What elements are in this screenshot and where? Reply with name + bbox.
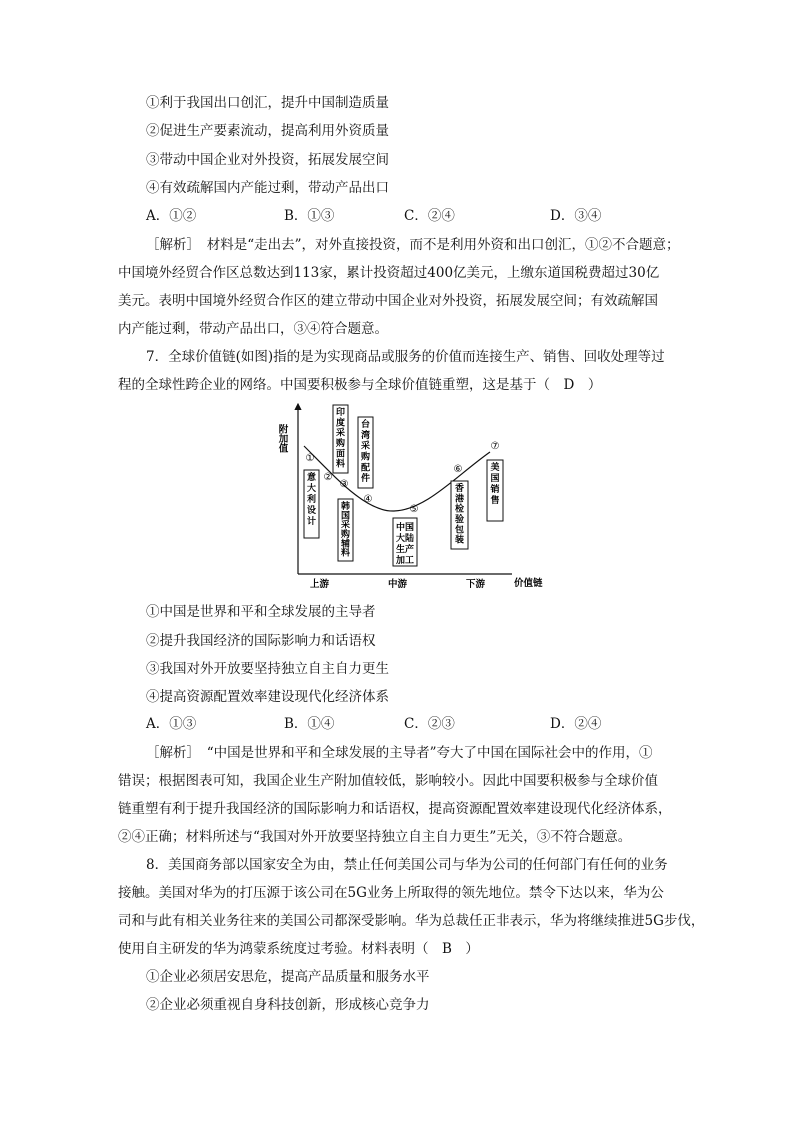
q6-item-1: ①利于我国出口创汇，提升中国制造质量 bbox=[146, 95, 389, 111]
q6-item-2: ②促进生产要素流动，提高利用外资质量 bbox=[146, 123, 389, 139]
point-marker-6: ⑥ bbox=[453, 464, 463, 475]
q7-stem-1: 7．全球价值链(如图)指的是为实现商品或服务的价值而连接生产、销售、回收处理等过 bbox=[146, 349, 665, 365]
point-marker-2: ② bbox=[323, 472, 333, 483]
x-tick-midstream: 中游 bbox=[388, 579, 408, 590]
q6-option-d: D．③④ bbox=[550, 208, 602, 224]
q6-option-c: C．②④ bbox=[404, 208, 455, 224]
q6-option-b: B．①③ bbox=[284, 208, 335, 224]
q7-item-4: ④提高资源配置效率建设现代化经济体系 bbox=[146, 689, 389, 705]
q7-analysis-4: ②④正确；材料所述与“我国对外开放要坚持独立自主自力更生”无关，③不符合题意。 bbox=[118, 829, 632, 845]
q7-option-c: C．②③ bbox=[404, 716, 455, 732]
x-axis-label: 价值链 bbox=[514, 578, 543, 589]
q6-analysis-4: 内产能过剩，带动产品出口，③④符合题意。 bbox=[118, 321, 388, 337]
x-tick-upstream: 上游 bbox=[310, 579, 330, 590]
q7-option-d: D．②④ bbox=[550, 716, 602, 732]
q6-item-3: ③带动中国企业对外投资，拓展发展空间 bbox=[146, 152, 389, 168]
q6-item-4: ④有效疏解国内产能过剩，带动产品出口 bbox=[146, 180, 389, 196]
q7-item-1: ①中国是世界和平和全球发展的主导者 bbox=[146, 604, 376, 620]
y-axis-label: 附加值 bbox=[276, 424, 288, 453]
point-label-1: 意大利设计 bbox=[306, 473, 317, 527]
point-marker-5: ⑤ bbox=[409, 504, 419, 515]
q8-stem-4: 使用自主研发的华为鸿蒙系统度过考验。材料表明（ B ） bbox=[118, 941, 479, 957]
point-marker-7: ⑦ bbox=[490, 441, 500, 452]
q8-stem-3: 司和与此有相关业务往来的美国公司都深受影响。华为总裁任正非表示，华为将继续推进5G步伐， bbox=[118, 913, 705, 929]
x-tick-downstream: 下游 bbox=[466, 579, 486, 590]
q6-analysis-3: 美元。表明中国境外经贸合作区的建立带动中国企业对外投资，拓展发展空间；有效疏解国 bbox=[118, 293, 658, 309]
chart-points bbox=[304, 405, 503, 566]
q6-analysis-1: ［解析］ 材料是“走出去”，对外直接投资，而不是利用外资和出口创汇，①②不合题意； bbox=[146, 237, 680, 253]
q7-option-a: A．①③ bbox=[146, 716, 197, 732]
point-marker-4: ④ bbox=[363, 494, 373, 505]
q7-analysis-2: 错误；根据图表可知，我国企业生产附加值较低，影响较小。因此中国要积极参与全球价值 bbox=[118, 773, 658, 789]
q7-analysis-3: 链重塑有利于提升我国经济的国际影响力和话语权，提高资源配置效率建设现代化经济体系， bbox=[118, 801, 672, 817]
q7-item-2: ②提升我国经济的国际影响力和话语权 bbox=[146, 633, 376, 649]
point-label-7: 美国销售 bbox=[490, 463, 500, 506]
q7-option-b: B．①④ bbox=[284, 716, 335, 732]
q7-item-3: ③我国对外开放要坚持独立自主自力更生 bbox=[146, 661, 389, 677]
q8-stem-1: 8．美国商务部以国家安全为由，禁止任何美国公司与华为公司的任何部门有任何的业务 bbox=[146, 857, 668, 873]
point-marker-1: ① bbox=[305, 453, 315, 464]
point-label-5: 中国大陆生产加工 bbox=[395, 523, 415, 566]
q8-item-2: ②企业必须重视自身科技创新，形成核心竞争力 bbox=[146, 997, 430, 1013]
point-label-4: 台湾采购配件 bbox=[360, 420, 371, 485]
q8-item-1: ①企业必须居安思危，提高产品质量和服务水平 bbox=[146, 969, 430, 985]
q7-analysis-1: ［解析］ “中国是世界和平和全球发展的主导者”夸大了中国在国际社会中的作用，① bbox=[146, 745, 653, 761]
q7-stem-2: 程的全球性跨企业的网络。中国要积极参与全球价值链重塑，这是基于（ D ） bbox=[118, 377, 602, 393]
q8-stem-2: 接触。美国对华为的打压源于该公司在5G业务上所取得的领先地位。禁令下达以来，华为公 bbox=[118, 885, 664, 901]
point-marker-3: ③ bbox=[339, 479, 349, 490]
q6-option-a: A．①② bbox=[146, 208, 197, 224]
point-label-6: 香港检验包装 bbox=[454, 484, 465, 546]
value-chain-chart bbox=[276, 400, 566, 594]
q6-analysis-2: 中国境外经贸合作区总数达到113家，累计投资超过400亿美元，上缴东道国税费超过30亿 bbox=[118, 265, 660, 281]
point-label-3: 韩国采购辅料 bbox=[340, 502, 351, 559]
point-label-2: 印度采购面料 bbox=[335, 408, 346, 470]
